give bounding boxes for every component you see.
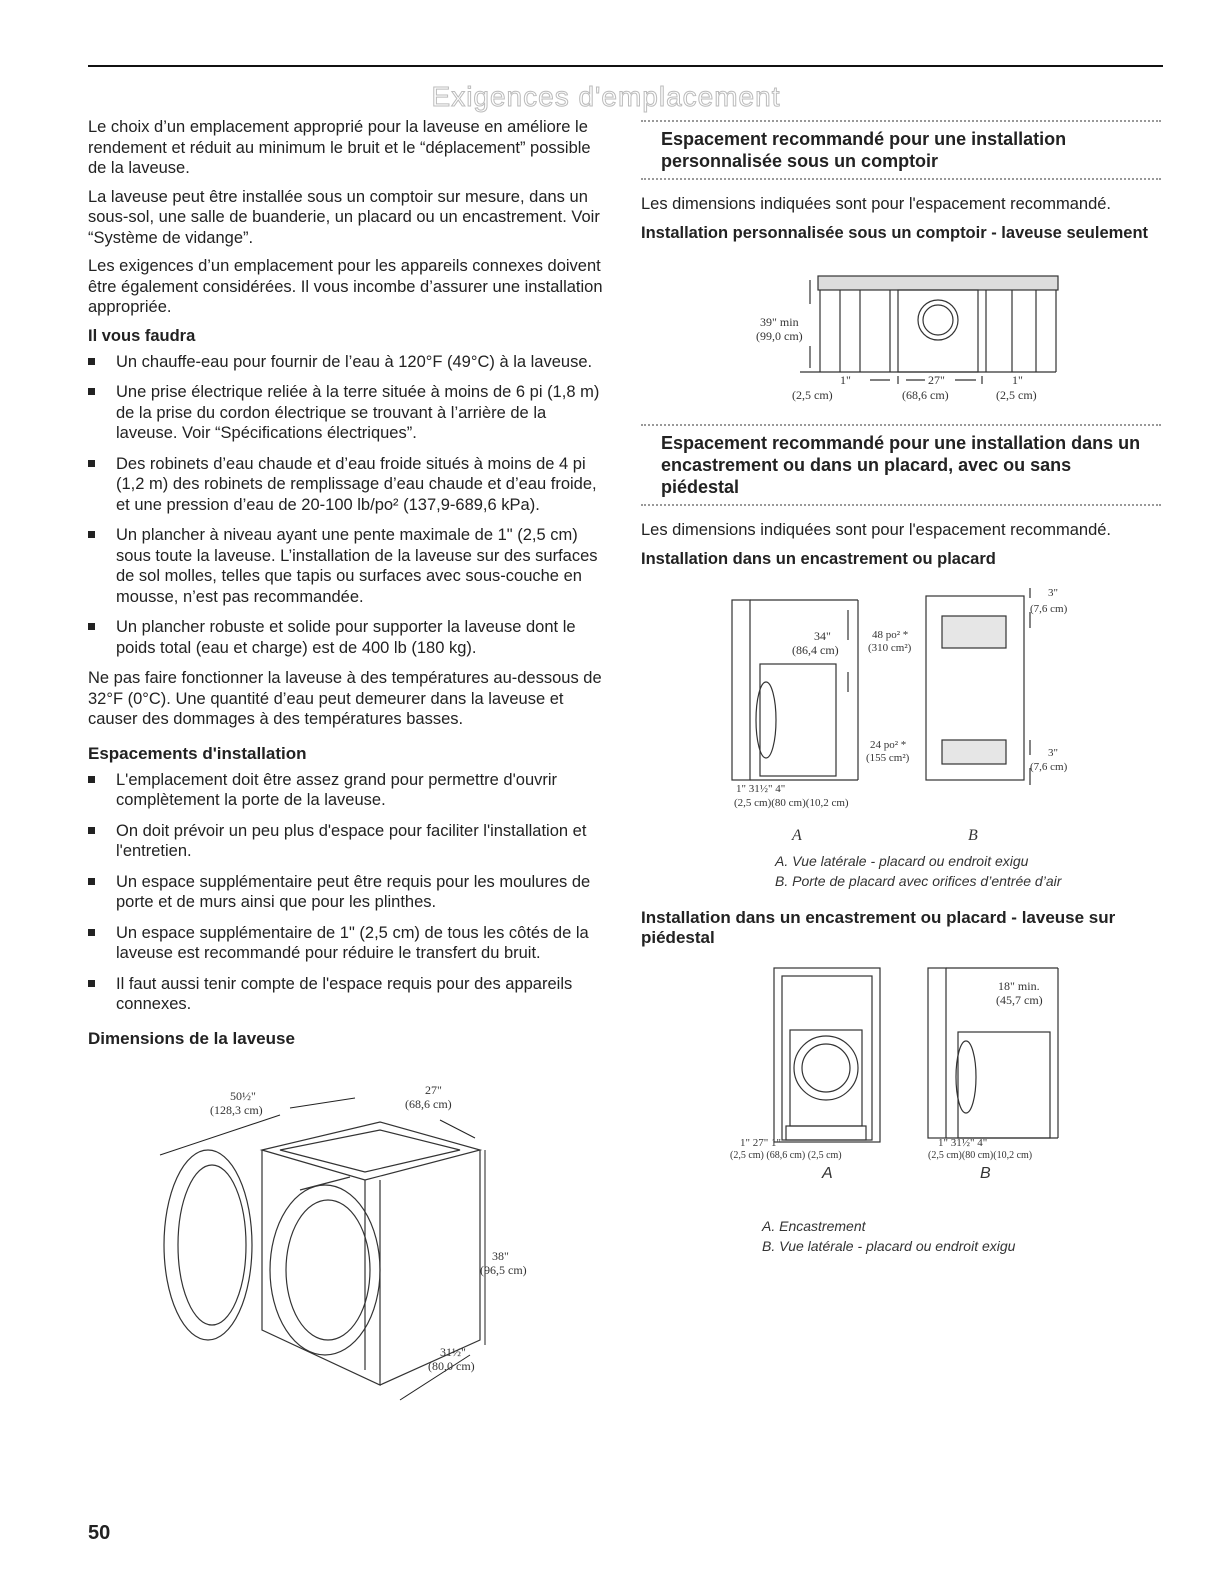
undercounter-section-title: Espacement recommandé pour une installation personnalisée sous un comptoir <box>661 129 1067 171</box>
list-item: Un chauffe-eau pour fournir de l’eau à 120°F (49°C) à la laveuse. <box>88 352 608 373</box>
pedestal-caption-b: B. Vue latérale - placard ou endroit exigu <box>762 1238 1016 1254</box>
vent-bottom-cm-label: (155 cm²) <box>866 752 910 764</box>
pedestal-subheading: Installation dans un encastrement ou placard - laveuse sur piédestal <box>641 908 1116 947</box>
top-gap-cm-label: (7,6 cm) <box>1030 603 1068 615</box>
closet-section <box>641 424 1161 575</box>
pedestal-caption-a: A. Encastrement <box>762 1218 866 1234</box>
open-depth-cm-label: (128,3 cm) <box>210 1103 263 1117</box>
left-column <box>88 117 608 1055</box>
pedestal-right-dims-cm-label: (2,5 cm)(80 cm)(10,2 cm) <box>928 1150 1033 1161</box>
dotted-rule <box>641 504 1161 506</box>
requirements-heading: Il vous faudra <box>88 326 196 345</box>
width-cm-label: (68,6 cm) <box>902 388 949 402</box>
open-depth-label: 50½" <box>230 1089 256 1103</box>
washer-dimensions-figure <box>150 1080 550 1420</box>
pedestal-right-dims-label: 1" 31½" 4" <box>938 1137 988 1149</box>
width-label: 27" <box>425 1083 442 1097</box>
page-title: Exigences d'emplacement <box>431 81 781 112</box>
vent-bottom-label: 24 po² * <box>870 739 907 751</box>
spacing-heading: Espacements d'installation <box>88 743 307 763</box>
height-label: 38" <box>492 1249 509 1263</box>
closet-caption-b: B. Porte de placard avec orifices d’entrée d’air <box>775 873 1062 889</box>
closet-subheading: Installation dans un encastrement ou placard <box>641 549 996 568</box>
pedestal-top-cm-label: (45,7 cm) <box>996 993 1043 1007</box>
vent-top-cm-label: (310 cm²) <box>868 642 912 654</box>
requirements-list <box>88 352 608 659</box>
undercounter-height-cm-label: (99,0 cm) <box>756 329 803 343</box>
undercounter-note: Les dimensions indiquées sont pour l'espacement recommandé. <box>641 195 1112 213</box>
width-label: 27" <box>928 373 945 387</box>
list-item: L'emplacement doit être assez grand pour permettre d'ouvrir complètement la porte de la laveuse. <box>88 770 608 811</box>
figure-label-b: B <box>980 1165 991 1182</box>
closet-section-title: Espacement recommandé pour une installation dans un encastrement ou dans un placard, avec ou sans piédestal <box>661 433 1141 497</box>
vent-top-label: 48 po² * <box>872 629 909 641</box>
closet-note: Les dimensions indiquées sont pour l'espacement recommandé. <box>641 521 1112 539</box>
figure-label-a: A <box>792 827 802 844</box>
undercounter-subheading: Installation personnalisée sous un comptoir - laveuse seulement <box>641 223 1149 242</box>
side-dims-label: 1" 31½" 4" <box>736 783 786 795</box>
left-gap-cm-label: (2,5 cm) <box>792 388 833 402</box>
list-item: Une prise électrique reliée à la terre située à moins de 6 pi (1,8 m) de la prise du cordon électrique se trouvant à l’arrière de la laveuse. Voir “Spécifications électriques”. <box>88 382 608 444</box>
closet-height-cm-label: (86,4 cm) <box>792 643 839 657</box>
closet-height-label: 34" <box>814 629 831 643</box>
bottom-gap-label: 3" <box>1048 747 1058 759</box>
dotted-rule <box>641 178 1161 180</box>
height-cm-label: (96,5 cm) <box>480 1263 527 1277</box>
figure-label-b: B <box>968 827 978 844</box>
right-gap-cm-label: (2,5 cm) <box>996 388 1037 402</box>
bottom-gap-cm-label: (7,6 cm) <box>1030 761 1068 773</box>
pedestal-top-label: 18" min. <box>998 979 1040 993</box>
list-item: Des robinets d’eau chaude et d’eau froide situés à moins de 4 pi (1,2 m) des robinets de remplissage d’eau chaude et d’eau froide, et une pression d’eau de 20-100 lb/po² (137,9-689,6 kPa). <box>88 454 608 516</box>
page-number: 50 <box>88 1522 111 1544</box>
spacing-list <box>88 770 608 1015</box>
top-gap-label: 3" <box>1048 587 1058 599</box>
pedestal-left-dims-label: 1" 27" 1" <box>740 1137 781 1149</box>
width-cm-label: (68,6 cm) <box>405 1097 452 1111</box>
list-item: On doit prévoir un peu plus d'espace pour faciliter l'installation et l'entretien. <box>88 821 608 862</box>
pedestal-left-dims-cm-label: (2,5 cm) (68,6 cm) (2,5 cm) <box>730 1150 842 1161</box>
undercounter-height-label: 39" min <box>760 315 799 329</box>
list-item: Un espace supplémentaire de 1" (2,5 cm) de tous les côtés de la laveuse est recommandé pour réduire le transfert du bruit. <box>88 923 608 964</box>
list-item: Un plancher robuste et solide pour supporter la laveuse dont le poids total (eau et charge) est de 400 lb (180 kg). <box>88 617 608 658</box>
right-column <box>641 120 1161 249</box>
side-dims-cm-label: (2,5 cm)(80 cm)(10,2 cm) <box>734 797 849 809</box>
list-item: Il faut aussi tenir compte de l'espace requis pour des appareils connexes. <box>88 974 608 1015</box>
intro-paragraph: Le choix d’un emplacement approprié pour la laveuse en améliore le rendement et réduit au minimum le bruit et le “déplacement” possible de la laveuse. <box>88 118 591 177</box>
temperature-warning: Ne pas faire fonctionner la laveuse à des températures au-dessous de 32°F (0°C). Une quantité d’eau peut demeurer dans la laveuse et causer des dommages à des températures basses. <box>88 669 602 728</box>
intro-paragraph: Les exigences d’un emplacement pour les appareils connexes doivent être également considérées. Il vous incombe d’assurer une installation appropriée. <box>88 257 603 316</box>
depth-label: 31½" <box>440 1345 466 1359</box>
depth-cm-label: (80,0 cm) <box>428 1359 475 1373</box>
closet-caption-a: A. Vue latérale - placard ou endroit exigu <box>775 853 1029 869</box>
top-rule <box>88 65 1163 67</box>
right-gap-label: 1" <box>1012 373 1023 387</box>
left-gap-label: 1" <box>840 373 851 387</box>
pedestal-figure <box>730 962 1090 1161</box>
list-item: Un plancher à niveau ayant une pente maximale de 1" (2,5 cm) sous toute la laveuse. L’installation de la laveuse sur des surfaces de sol molles, telles que tapis ou surfaces avec sous-couche en mousse, n’est pas recommandée. <box>88 525 608 607</box>
list-item: Un espace supplémentaire peut être requis pour les moulures de porte et de murs ainsi que pour les plinthes. <box>88 872 608 913</box>
dimensions-heading: Dimensions de la laveuse <box>88 1028 295 1048</box>
undercounter-figure <box>750 268 1080 408</box>
intro-paragraph: La laveuse peut être installée sous un comptoir sur mesure, dans un sous-sol, une salle de buanderie, un placard ou un encastrement. Voir “Système de vidange”. <box>88 187 600 247</box>
closet-figure <box>730 580 1090 846</box>
figure-label-a: A <box>822 1165 833 1182</box>
